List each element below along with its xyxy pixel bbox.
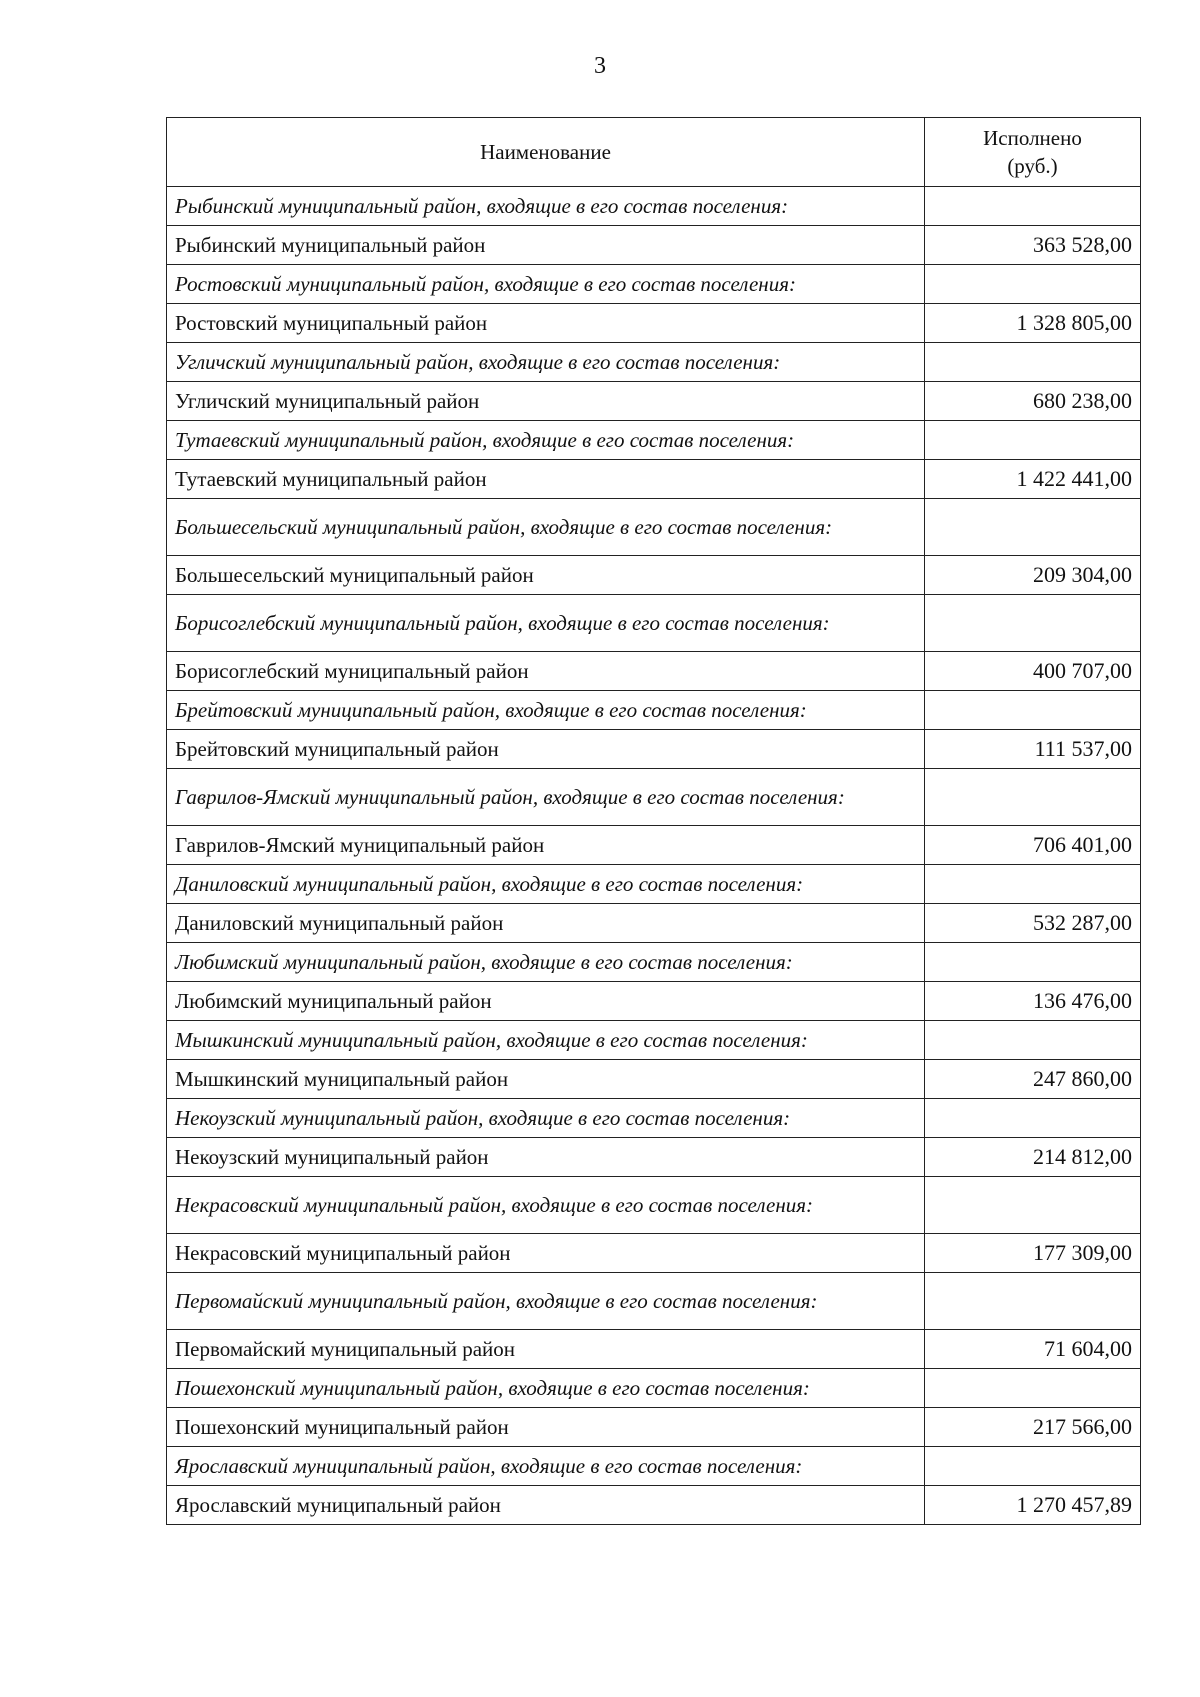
empty-cell xyxy=(925,1021,1141,1060)
group-heading: Гаврилов-Ямский муниципальный район, входящие в его состав поселения: xyxy=(167,769,925,826)
table-row xyxy=(167,652,1141,691)
table-row xyxy=(167,904,1141,943)
group-heading: Ярославский муниципальный район, входящие в его состав поселения: xyxy=(167,1447,925,1486)
empty-cell xyxy=(925,1273,1141,1330)
header-name: Наименование xyxy=(167,118,925,187)
amount-cell: 214 812,00 xyxy=(925,1138,1141,1177)
district-name: Мышкинский муниципальный район xyxy=(167,1060,925,1099)
empty-cell xyxy=(925,1447,1141,1486)
district-name: Большесельский муниципальный район xyxy=(167,556,925,595)
group-heading: Рыбинский муниципальный район, входящие в его состав поселения: xyxy=(167,187,925,226)
empty-cell xyxy=(925,187,1141,226)
empty-cell xyxy=(925,499,1141,556)
district-name: Любимский муниципальный район xyxy=(167,982,925,1021)
empty-cell xyxy=(925,1099,1141,1138)
amount-cell: 217 566,00 xyxy=(925,1408,1141,1447)
table-row xyxy=(167,1060,1141,1099)
group-row xyxy=(167,343,1141,382)
table-row xyxy=(167,226,1141,265)
group-heading: Борисоглебский муниципальный район, входящие в его состав поселения: xyxy=(167,595,925,652)
district-name: Первомайский муниципальный район xyxy=(167,1330,925,1369)
amount-cell: 71 604,00 xyxy=(925,1330,1141,1369)
empty-cell xyxy=(925,343,1141,382)
group-heading: Брейтовский муниципальный район, входящие в его состав поселения: xyxy=(167,691,925,730)
table-row xyxy=(167,1330,1141,1369)
group-row xyxy=(167,691,1141,730)
group-row xyxy=(167,865,1141,904)
group-row xyxy=(167,1099,1141,1138)
group-heading: Ростовский муниципальный район, входящие в его состав поселения: xyxy=(167,265,925,304)
group-row xyxy=(167,595,1141,652)
group-row xyxy=(167,1177,1141,1234)
table-row xyxy=(167,1408,1141,1447)
empty-cell xyxy=(925,769,1141,826)
district-name: Некрасовский муниципальный район xyxy=(167,1234,925,1273)
group-heading: Даниловский муниципальный район, входящие в его состав поселения: xyxy=(167,865,925,904)
amount-cell: 680 238,00 xyxy=(925,382,1141,421)
table-row xyxy=(167,1234,1141,1273)
header-executed-line2: (руб.) xyxy=(1007,154,1058,178)
table-row xyxy=(167,304,1141,343)
group-row xyxy=(167,943,1141,982)
district-name: Ростовский муниципальный район xyxy=(167,304,925,343)
amount-cell: 363 528,00 xyxy=(925,226,1141,265)
empty-cell xyxy=(925,421,1141,460)
amount-cell: 532 287,00 xyxy=(925,904,1141,943)
page-number: 3 xyxy=(594,53,606,79)
district-name: Даниловский муниципальный район xyxy=(167,904,925,943)
group-row xyxy=(167,1447,1141,1486)
group-row xyxy=(167,1369,1141,1408)
group-heading: Первомайский муниципальный район, входящие в его состав поселения: xyxy=(167,1273,925,1330)
header-executed-line1: Исполнено xyxy=(983,126,1082,150)
group-heading: Большесельский муниципальный район, входящие в его состав поселения: xyxy=(167,499,925,556)
amount-cell: 1 328 805,00 xyxy=(925,304,1141,343)
district-name: Борисоглебский муниципальный район xyxy=(167,652,925,691)
header-executed xyxy=(925,118,1141,187)
empty-cell xyxy=(925,265,1141,304)
group-heading: Любимский муниципальный район, входящие в его состав поселения: xyxy=(167,943,925,982)
empty-cell xyxy=(925,595,1141,652)
table-row xyxy=(167,730,1141,769)
empty-cell xyxy=(925,943,1141,982)
table-row xyxy=(167,1486,1141,1525)
district-name: Тутаевский муниципальный район xyxy=(167,460,925,499)
table-row xyxy=(167,1138,1141,1177)
amount-cell: 1 422 441,00 xyxy=(925,460,1141,499)
group-row xyxy=(167,187,1141,226)
district-name: Рыбинский муниципальный район xyxy=(167,226,925,265)
table-row xyxy=(167,556,1141,595)
group-row xyxy=(167,769,1141,826)
amount-cell: 136 476,00 xyxy=(925,982,1141,1021)
empty-cell xyxy=(925,691,1141,730)
group-row xyxy=(167,265,1141,304)
district-name: Некоузский муниципальный район xyxy=(167,1138,925,1177)
table-row xyxy=(167,826,1141,865)
group-heading: Некрасовский муниципальный район, входящие в его состав поселения: xyxy=(167,1177,925,1234)
amount-cell: 247 860,00 xyxy=(925,1060,1141,1099)
district-name: Угличский муниципальный район xyxy=(167,382,925,421)
table-header-row xyxy=(167,118,1141,187)
district-name: Пошехонский муниципальный район xyxy=(167,1408,925,1447)
amount-cell: 400 707,00 xyxy=(925,652,1141,691)
group-row xyxy=(167,499,1141,556)
group-heading: Тутаевский муниципальный район, входящие в его состав поселения: xyxy=(167,421,925,460)
empty-cell xyxy=(925,1177,1141,1234)
table-row xyxy=(167,382,1141,421)
amount-cell: 111 537,00 xyxy=(925,730,1141,769)
group-row xyxy=(167,421,1141,460)
group-row xyxy=(167,1273,1141,1330)
group-heading: Угличский муниципальный район, входящие в его состав поселения: xyxy=(167,343,925,382)
empty-cell xyxy=(925,1369,1141,1408)
budget-table xyxy=(166,117,1141,1525)
amount-cell: 706 401,00 xyxy=(925,826,1141,865)
group-heading: Некоузский муниципальный район, входящие в его состав поселения: xyxy=(167,1099,925,1138)
amount-cell: 177 309,00 xyxy=(925,1234,1141,1273)
amount-cell: 209 304,00 xyxy=(925,556,1141,595)
group-row xyxy=(167,1021,1141,1060)
table-row xyxy=(167,982,1141,1021)
group-heading: Пошехонский муниципальный район, входящие в его состав поселения: xyxy=(167,1369,925,1408)
group-heading: Мышкинский муниципальный район, входящие в его состав поселения: xyxy=(167,1021,925,1060)
table-row xyxy=(167,460,1141,499)
district-name: Ярославский муниципальный район xyxy=(167,1486,925,1525)
district-name: Гаврилов-Ямский муниципальный район xyxy=(167,826,925,865)
district-name: Брейтовский муниципальный район xyxy=(167,730,925,769)
amount-cell: 1 270 457,89 xyxy=(925,1486,1141,1525)
empty-cell xyxy=(925,865,1141,904)
